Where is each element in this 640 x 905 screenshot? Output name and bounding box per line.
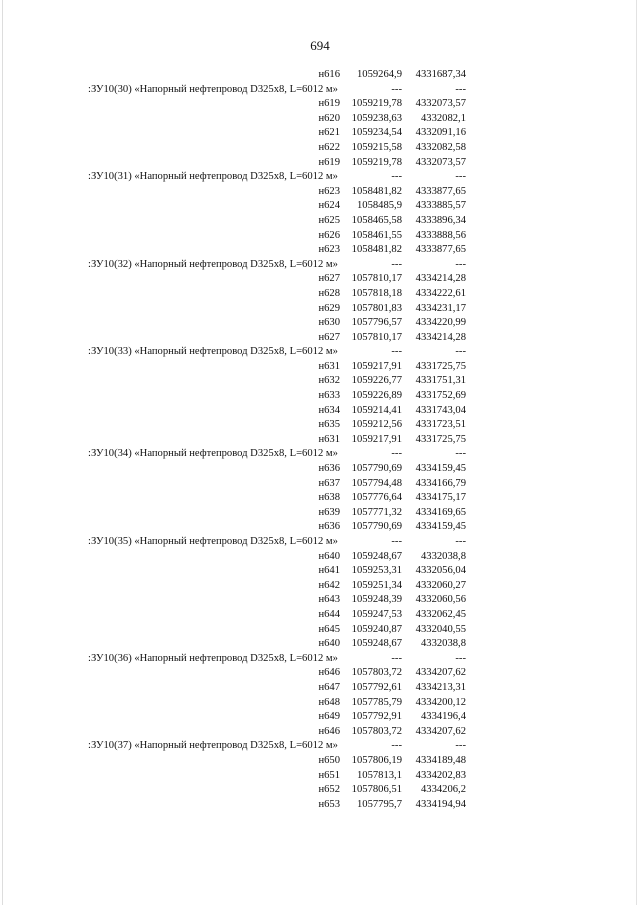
parcel-label: :ЗУ10(31) «Напорный нефтепровод D325х8, L=6012 м» xyxy=(88,171,338,183)
y-coordinate: 4334214,28 xyxy=(415,273,466,285)
y-coordinate: 4334189,48 xyxy=(415,754,466,766)
x-coordinate: 1059215,58 xyxy=(351,141,402,153)
point-id: н643 xyxy=(318,594,340,606)
point-row xyxy=(0,696,640,711)
x-placeholder: --- xyxy=(391,83,402,95)
y-coordinate: 4332060,56 xyxy=(415,594,466,606)
x-coordinate: 1057818,18 xyxy=(351,287,402,299)
y-coordinate: 4332073,57 xyxy=(415,156,466,168)
x-coordinate: 1058465,58 xyxy=(351,214,402,226)
point-row xyxy=(0,302,640,317)
point-row xyxy=(0,418,640,433)
x-coordinate: 1057794,48 xyxy=(351,477,402,489)
y-coordinate: 4333888,56 xyxy=(415,229,466,241)
point-row xyxy=(0,681,640,696)
x-coordinate: 1058481,82 xyxy=(351,244,402,256)
x-coordinate: 1059253,31 xyxy=(351,565,402,577)
y-coordinate: 4334202,83 xyxy=(415,769,466,781)
y-placeholder: --- xyxy=(455,346,466,358)
y-coordinate: 4334166,79 xyxy=(415,477,466,489)
x-coordinate: 1057810,17 xyxy=(351,331,402,343)
x-coordinate: 1057806,19 xyxy=(351,754,402,766)
point-row xyxy=(0,68,640,83)
y-coordinate: 4334231,17 xyxy=(415,302,466,314)
y-coordinate: 4334169,65 xyxy=(415,506,466,518)
point-row xyxy=(0,462,640,477)
x-coordinate: 1057810,17 xyxy=(351,273,402,285)
y-coordinate: 4334200,12 xyxy=(415,696,466,708)
x-coordinate: 1059248,39 xyxy=(351,594,402,606)
y-placeholder: --- xyxy=(455,652,466,664)
y-coordinate: 4334207,62 xyxy=(415,725,466,737)
point-row xyxy=(0,608,640,623)
x-coordinate: 1059238,63 xyxy=(351,112,402,124)
y-coordinate: 4334207,62 xyxy=(415,667,466,679)
x-coordinate: 1059214,41 xyxy=(351,404,402,416)
x-coordinate: 1059226,77 xyxy=(351,375,402,387)
x-coordinate: 1059217,91 xyxy=(351,433,402,445)
point-row xyxy=(0,185,640,200)
x-coordinate: 1059212,56 xyxy=(351,419,402,431)
y-coordinate: 4332082,1 xyxy=(420,112,466,124)
point-row xyxy=(0,637,640,652)
y-coordinate: 4333877,65 xyxy=(415,185,466,197)
x-placeholder: --- xyxy=(391,346,402,358)
point-row xyxy=(0,126,640,141)
parcel-header-row xyxy=(0,652,640,667)
point-row xyxy=(0,97,640,112)
y-coordinate: 4334196,4 xyxy=(420,711,466,723)
point-id: н627 xyxy=(318,273,340,285)
x-coordinate: 1057785,79 xyxy=(351,696,402,708)
y-coordinate: 4334220,99 xyxy=(415,317,466,329)
point-row xyxy=(0,506,640,521)
point-id: н621 xyxy=(318,127,340,139)
x-coordinate: 1059247,53 xyxy=(351,608,402,620)
x-coordinate: 1057795,7 xyxy=(356,798,402,810)
x-coordinate: 1058485,9 xyxy=(356,200,402,212)
y-coordinate: 4334213,31 xyxy=(415,681,466,693)
parcel-label: :ЗУ10(33) «Напорный нефтепровод D325х8, L=6012 м» xyxy=(88,346,338,358)
point-row xyxy=(0,389,640,404)
parcel-header-row xyxy=(0,345,640,360)
point-id: н653 xyxy=(318,798,340,810)
point-id: н630 xyxy=(318,317,340,329)
y-coordinate: 4331723,51 xyxy=(415,419,466,431)
x-placeholder: --- xyxy=(391,740,402,752)
y-coordinate: 4333877,65 xyxy=(415,244,466,256)
point-row xyxy=(0,433,640,448)
point-row xyxy=(0,725,640,740)
point-id: н637 xyxy=(318,477,340,489)
parcel-label: :ЗУ10(35) «Напорный нефтепровод D325х8, L=6012 м» xyxy=(88,536,338,547)
point-row xyxy=(0,564,640,579)
y-coordinate: 4334222,61 xyxy=(415,287,466,299)
point-id: н640 xyxy=(318,638,340,650)
x-coordinate: 1057792,91 xyxy=(351,711,402,723)
x-coordinate: 1059240,87 xyxy=(351,623,402,635)
x-coordinate: 1057796,57 xyxy=(351,317,402,329)
x-coordinate: 1057803,72 xyxy=(351,725,402,737)
y-coordinate: 4334194,94 xyxy=(415,798,466,810)
point-id: н626 xyxy=(318,229,340,241)
point-row xyxy=(0,593,640,608)
x-coordinate: 1059234,54 xyxy=(351,127,402,139)
point-row xyxy=(0,214,640,229)
x-placeholder: --- xyxy=(391,652,402,664)
point-id: н648 xyxy=(318,696,340,708)
y-coordinate: 4333885,57 xyxy=(415,200,466,212)
point-id: н651 xyxy=(318,769,340,781)
point-id: н623 xyxy=(318,185,340,197)
point-id: н649 xyxy=(318,711,340,723)
point-id: н641 xyxy=(318,565,340,577)
y-coordinate: 4332038,8 xyxy=(420,638,466,650)
x-placeholder: --- xyxy=(391,258,402,270)
point-row xyxy=(0,156,640,171)
x-coordinate: 1059248,67 xyxy=(351,550,402,562)
point-row xyxy=(0,316,640,331)
point-row xyxy=(0,579,640,594)
y-placeholder: --- xyxy=(455,448,466,460)
parcel-header-row xyxy=(0,170,640,185)
point-id: н644 xyxy=(318,608,340,620)
point-row xyxy=(0,229,640,244)
y-coordinate: 4334159,45 xyxy=(415,521,466,533)
point-id: н635 xyxy=(318,419,340,431)
point-row xyxy=(0,520,640,535)
y-coordinate: 4334159,45 xyxy=(415,463,466,475)
y-coordinate: 4332082,58 xyxy=(415,141,466,153)
point-row xyxy=(0,243,640,258)
x-coordinate: 1059219,78 xyxy=(351,98,402,110)
point-id: н619 xyxy=(318,156,340,168)
point-row xyxy=(0,404,640,419)
y-coordinate: 4331751,31 xyxy=(415,375,466,387)
x-coordinate: 1058461,55 xyxy=(351,229,402,241)
parcel-label: :ЗУ10(30) «Напорный нефтепровод D325х8, L=6012 м» xyxy=(88,83,338,95)
x-coordinate: 1057813,1 xyxy=(356,769,402,781)
parcel-header-row xyxy=(0,739,640,754)
point-row xyxy=(0,783,640,798)
y-coordinate: 4332040,55 xyxy=(415,623,466,635)
point-id: н628 xyxy=(318,287,340,299)
point-id: н646 xyxy=(318,667,340,679)
point-id: н622 xyxy=(318,141,340,153)
y-placeholder: --- xyxy=(455,258,466,270)
x-coordinate: 1059251,34 xyxy=(351,579,402,591)
parcel-header-row xyxy=(0,447,640,462)
point-id: н646 xyxy=(318,725,340,737)
y-placeholder: --- xyxy=(455,740,466,752)
point-row xyxy=(0,272,640,287)
y-coordinate: 4331725,75 xyxy=(415,360,466,372)
coordinates-table xyxy=(0,68,640,812)
point-id: н627 xyxy=(318,331,340,343)
point-row xyxy=(0,710,640,725)
point-id: н624 xyxy=(318,200,340,212)
parcel-header-row xyxy=(0,535,640,550)
y-coordinate: 4334206,2 xyxy=(420,784,466,796)
parcel-label: :ЗУ10(32) «Напорный нефтепровод D325х8, L=6012 м» xyxy=(88,258,338,270)
y-coordinate: 4334214,28 xyxy=(415,331,466,343)
x-coordinate: 1059226,89 xyxy=(351,390,402,402)
point-id: н639 xyxy=(318,506,340,518)
point-row xyxy=(0,360,640,375)
x-coordinate: 1057792,61 xyxy=(351,681,402,693)
x-placeholder: --- xyxy=(391,536,402,547)
x-coordinate: 1057776,64 xyxy=(351,492,402,504)
y-coordinate: 4331752,69 xyxy=(415,390,466,402)
y-coordinate: 4333896,34 xyxy=(415,214,466,226)
point-id: н625 xyxy=(318,214,340,226)
point-id: н629 xyxy=(318,302,340,314)
y-coordinate: 4332091,16 xyxy=(415,127,466,139)
y-coordinate: 4332060,27 xyxy=(415,579,466,591)
point-row xyxy=(0,287,640,302)
point-row xyxy=(0,374,640,389)
parcel-header-row xyxy=(0,258,640,273)
x-coordinate: 1057771,32 xyxy=(351,506,402,518)
point-id: н636 xyxy=(318,463,340,475)
point-id: н620 xyxy=(318,112,340,124)
y-placeholder: --- xyxy=(455,171,466,183)
x-coordinate: 1058481,82 xyxy=(351,185,402,197)
x-coordinate: 1059248,67 xyxy=(351,638,402,650)
point-id: н647 xyxy=(318,681,340,693)
point-row xyxy=(0,623,640,638)
point-row xyxy=(0,769,640,784)
point-id: н619 xyxy=(318,98,340,110)
x-coordinate: 1059219,78 xyxy=(351,156,402,168)
x-coordinate: 1057801,83 xyxy=(351,302,402,314)
point-row xyxy=(0,199,640,214)
point-row xyxy=(0,550,640,565)
x-coordinate: 1059264,9 xyxy=(356,69,402,80)
y-coordinate: 4332038,8 xyxy=(420,550,466,562)
point-id: н616 xyxy=(318,69,340,80)
x-coordinate: 1057803,72 xyxy=(351,667,402,679)
point-id: н650 xyxy=(318,754,340,766)
x-placeholder: --- xyxy=(391,171,402,183)
y-placeholder: --- xyxy=(455,83,466,95)
y-coordinate: 4331725,75 xyxy=(415,433,466,445)
parcel-header-row xyxy=(0,83,640,98)
point-row xyxy=(0,754,640,769)
point-row xyxy=(0,798,640,813)
point-id: н645 xyxy=(318,623,340,635)
y-coordinate: 4332062,45 xyxy=(415,608,466,620)
point-id: н638 xyxy=(318,492,340,504)
point-row xyxy=(0,112,640,127)
point-row xyxy=(0,666,640,681)
y-coordinate: 4331687,34 xyxy=(415,69,466,80)
point-id: н640 xyxy=(318,550,340,562)
point-row xyxy=(0,331,640,346)
point-id: н633 xyxy=(318,390,340,402)
point-id: н642 xyxy=(318,579,340,591)
point-id: н634 xyxy=(318,404,340,416)
point-row xyxy=(0,491,640,506)
parcel-label: :ЗУ10(37) «Напорный нефтепровод D325х8, L=6012 м» xyxy=(88,740,338,752)
y-coordinate: 4334175,17 xyxy=(415,492,466,504)
point-row xyxy=(0,141,640,156)
point-id: н631 xyxy=(318,360,340,372)
y-coordinate: 4332056,04 xyxy=(415,565,466,577)
parcel-label: :ЗУ10(36) «Напорный нефтепровод D325х8, L=6012 м» xyxy=(88,652,338,664)
point-id: н623 xyxy=(318,244,340,256)
y-placeholder: --- xyxy=(455,536,466,547)
parcel-label: :ЗУ10(34) «Напорный нефтепровод D325х8, L=6012 м» xyxy=(88,448,338,460)
point-id: н632 xyxy=(318,375,340,387)
x-placeholder: --- xyxy=(391,448,402,460)
x-coordinate: 1057790,69 xyxy=(351,463,402,475)
y-coordinate: 4331743,04 xyxy=(415,404,466,416)
point-id: н652 xyxy=(318,784,340,796)
y-coordinate: 4332073,57 xyxy=(415,98,466,110)
point-row xyxy=(0,477,640,492)
x-coordinate: 1057806,51 xyxy=(351,784,402,796)
x-coordinate: 1059217,91 xyxy=(351,360,402,372)
point-id: н631 xyxy=(318,433,340,445)
x-coordinate: 1057790,69 xyxy=(351,521,402,533)
page-number: 694 xyxy=(310,38,330,53)
point-id: н636 xyxy=(318,521,340,533)
